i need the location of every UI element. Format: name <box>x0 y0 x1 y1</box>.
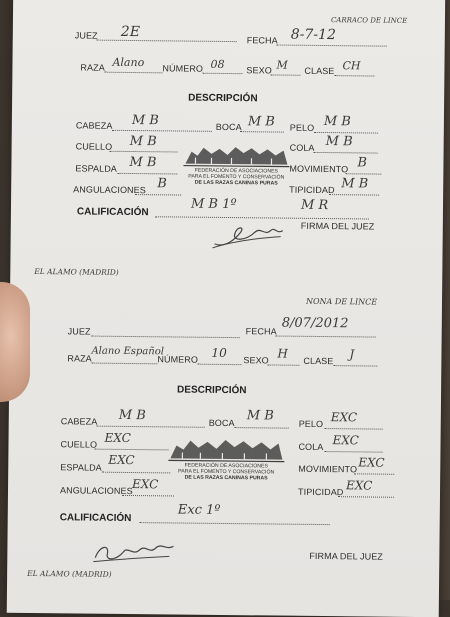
calificacion-value-2: Exc 1º <box>177 502 221 518</box>
angulaciones-line-2 <box>122 495 174 497</box>
pelo-label: PELO <box>289 122 315 133</box>
fecha-value: 8-7-12 <box>290 26 336 44</box>
dogs-emblem-icon <box>181 140 291 169</box>
cuello-value: M B <box>129 133 157 150</box>
logo-2-line-1: FEDERACIÓN DE ASOCIACIONES <box>184 462 268 470</box>
angulaciones-label: ANGULACIONES <box>73 184 146 196</box>
clase-label: CLASE <box>304 65 335 77</box>
angulaciones-value: B <box>157 176 167 192</box>
tipicidad-value: M B <box>341 176 369 192</box>
footer-note: EL ALAMO (MADRID) <box>34 266 119 277</box>
judging-sheet <box>7 0 446 617</box>
tipicidad-line-2 <box>338 496 394 498</box>
cuello-label-2: CUELLO <box>60 439 98 450</box>
firma-label-2: FIRMA DEL JUEZ <box>309 550 383 562</box>
movimiento-value-2: EXC <box>358 455 385 470</box>
movimiento-label: MOVIMIENTO <box>289 163 349 175</box>
sexo-line <box>270 74 300 75</box>
cuello-value-2: EXC <box>104 430 131 446</box>
juez-line-2 <box>92 336 240 339</box>
raza-value-2: Alano Español <box>91 345 165 358</box>
cabeza-line <box>112 130 212 132</box>
clase-value-2: J <box>349 347 355 362</box>
cola-line-2 <box>324 451 382 453</box>
espalda-label: ESPALDA <box>75 163 118 174</box>
calificacion-label-2: CALIFICACIÓN <box>59 512 132 525</box>
calificacion-label: CALIFICACIÓN <box>76 206 149 219</box>
fecha-label: FECHA <box>246 35 278 46</box>
tipicidad-line <box>329 194 379 196</box>
fecha-line <box>277 45 387 47</box>
sexo-value: M <box>276 58 288 72</box>
numero-value: 08 <box>210 57 225 71</box>
pelo-line-2 <box>325 428 383 430</box>
federation-logo <box>181 140 292 193</box>
juez-value: 2E <box>120 23 141 41</box>
calificacion-value: M B 1º <box>190 196 237 213</box>
boca-line-2 <box>235 427 289 429</box>
fecha-line-2 <box>276 336 376 338</box>
boca-value-2: M B <box>246 408 274 424</box>
movimiento-value: B <box>357 155 368 171</box>
cola-value-2: EXC <box>332 433 359 448</box>
thumb <box>0 282 30 402</box>
boca-label: BOCA <box>215 121 242 133</box>
logo-line-1: FEDERACIÓN DE ASOCIACIONES <box>194 167 279 175</box>
firma-label: FIRMA DEL JUEZ <box>300 220 375 232</box>
pelo-label-2: PELO <box>298 418 324 430</box>
cabeza-label: CABEZA <box>75 120 113 131</box>
footer-note-2: EL ALAMO (MADRID) <box>27 568 112 579</box>
raza-label: RAZA <box>80 62 105 73</box>
logo-2-line-2: PARA EL FOMENTO Y CONSERVACIÓN <box>178 468 275 476</box>
angulaciones-label-2: ANGULACIONES <box>59 485 133 497</box>
espalda-label-2: ESPALDA <box>60 462 102 473</box>
clase-label-2: CLASE <box>303 355 334 367</box>
cola-line <box>314 152 378 154</box>
numero-label-2: NÚMERO <box>157 354 199 365</box>
numero-line <box>202 73 242 74</box>
numero-value-2: 10 <box>211 345 227 361</box>
raza-label-2: RAZA <box>67 353 92 364</box>
clase-line-2 <box>333 365 377 366</box>
calificacion-line-2 <box>140 522 330 525</box>
clase-value: CH <box>342 59 361 73</box>
corner-note: CARRACO DE LINCE <box>330 16 408 25</box>
fecha-label-2: FECHA <box>245 326 277 337</box>
corner-note-2: NONA DE LINCE <box>305 296 378 307</box>
pelo-value-2: EXC <box>330 410 358 425</box>
juez-label-2: JUEZ <box>67 326 91 337</box>
angulaciones-value-2: EXC <box>132 477 159 492</box>
fecha-value-2: 8/07/2012 <box>281 315 349 332</box>
pelo-value: M B <box>323 114 351 130</box>
boca-value: M B <box>247 114 275 130</box>
tipicidad-label: TIPICIDAD <box>289 184 335 196</box>
cabeza-label-2: CABEZA <box>60 416 98 427</box>
juez-line <box>97 40 237 42</box>
cuello-line-2 <box>94 449 168 451</box>
judge-signature-2 <box>89 534 179 569</box>
boca-label-2: BOCA <box>208 417 235 429</box>
sexo-value-2: H <box>277 346 289 361</box>
numero-line-2 <box>197 364 241 365</box>
espalda-value: M B <box>129 154 157 171</box>
dogs-emblem-icon-2 <box>166 432 286 463</box>
movimiento-label-2: MOVIMIENTO <box>298 463 358 475</box>
espalda-line-2 <box>102 472 170 474</box>
sexo-line-2 <box>267 364 299 365</box>
raza-line <box>104 72 162 74</box>
movimiento-line <box>345 173 381 174</box>
tipicidad-label-2: TIPICIDAD <box>297 486 344 498</box>
cabeza-value-2: M B <box>118 407 146 424</box>
logo-line-3: DE LAS RAZAS CANINAS PURAS <box>194 179 278 187</box>
angulaciones-line <box>135 194 181 195</box>
cabeza-line-2 <box>97 426 205 428</box>
descripcion-heading: DESCRIPCIÓN <box>188 92 258 105</box>
tipicidad-value-2: EXC <box>346 478 373 493</box>
numero-label: NÚMERO <box>162 63 204 74</box>
federation-logo-2 <box>166 432 287 485</box>
cuello-label: CUELLO <box>75 141 113 152</box>
boca-line <box>240 131 284 132</box>
raza-value: Alano <box>112 55 145 70</box>
espalda-value-2: EXC <box>108 452 135 468</box>
juez-label: JUEZ <box>74 30 98 41</box>
judge-signature <box>211 218 291 253</box>
cola-label: COLA <box>289 142 315 153</box>
cuello-line <box>110 151 178 153</box>
cola-label-2: COLA <box>298 441 324 453</box>
calificacion-value-2: M R <box>300 197 329 214</box>
espalda-line <box>117 173 177 175</box>
raza-line-2 <box>91 363 157 365</box>
descripcion-heading-2: DESCRIPCIÓN <box>177 384 247 397</box>
cabeza-value: M B <box>131 113 159 129</box>
logo-line-2: PARA EL FOMENTO Y CONSERVACIÓN <box>188 173 285 181</box>
cola-value: M B <box>325 134 353 150</box>
logo-2-line-3: DE LAS RAZAS CANINAS PURAS <box>184 474 268 482</box>
sexo-label: SEXO <box>246 65 272 76</box>
movimiento-line-2 <box>354 473 394 474</box>
sexo-label-2: SEXO <box>243 355 269 366</box>
clase-line <box>334 75 374 76</box>
